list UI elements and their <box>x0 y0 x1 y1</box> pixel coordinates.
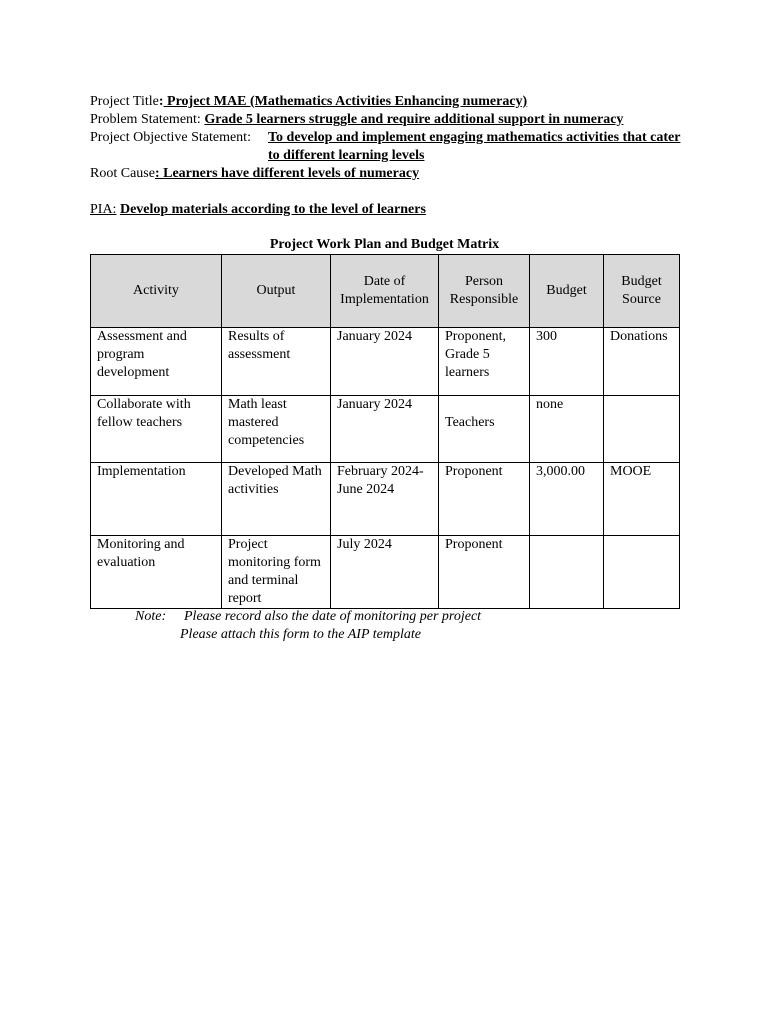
activity-cell: Assessment and program development <box>91 328 222 396</box>
pia-label: PIA: <box>90 202 117 217</box>
problem-statement-value: Grade 5 learners struggle and require additional support in numeracy <box>204 112 624 127</box>
problem-statement-label: Problem Statement: <box>90 112 205 127</box>
note-label: Note: <box>135 609 167 624</box>
activity-cell: Implementation <box>91 463 222 536</box>
person-cell: Proponent <box>439 463 530 536</box>
date-cell: July 2024 <box>331 536 439 609</box>
person-cell: Teachers <box>439 396 530 463</box>
column-header-budget: Budget <box>530 255 604 328</box>
column-header-activity: Activity <box>91 255 222 328</box>
project-objective-label: Project Objective Statement: <box>90 130 251 145</box>
person-cell: Proponent, Grade 5 learners <box>439 328 530 396</box>
output-cell: Developed Math activities <box>222 463 331 536</box>
project-objective-value: To develop and implement engaging mathematics activities that cater to different learning levels <box>268 130 681 163</box>
output-cell: Math least mastered competencies <box>222 396 331 463</box>
table-row <box>91 328 680 396</box>
project-title-colon: : <box>158 94 164 109</box>
budget-source-cell <box>604 536 680 609</box>
table-row <box>91 463 680 536</box>
person-cell: Proponent <box>439 536 530 609</box>
budget-cell: 300 <box>530 328 604 396</box>
activity-cell: Monitoring and evaluation <box>91 536 222 609</box>
root-cause-value: : Learners have different levels of numeracy <box>154 166 420 181</box>
project-title-label: Project Title <box>90 94 159 109</box>
column-header-person: Person Responsible <box>439 255 530 328</box>
project-title-value: Project MAE (Mathematics Activities Enhancing numeracy) <box>163 94 528 109</box>
project-title-line <box>90 93 527 111</box>
root-cause-label: Root Cause <box>90 166 155 181</box>
activity-cell: Collaborate with fellow teachers <box>91 396 222 463</box>
pia-value: Develop materials according to the level of learners <box>119 202 426 217</box>
column-header-budget-source: Budget Source <box>604 255 680 328</box>
budget-source-cell: Donations <box>604 328 680 396</box>
work-plan-budget-table <box>90 254 680 609</box>
budget-cell: none <box>530 396 604 463</box>
note-line-2: Please attach this form to the AIP template <box>180 627 421 642</box>
problem-statement-line <box>90 111 623 129</box>
table-row <box>91 536 680 609</box>
date-cell: January 2024 <box>331 328 439 396</box>
column-header-date: Date of Implementation <box>331 255 439 328</box>
table-row <box>91 396 680 463</box>
output-cell: Results of assessment <box>222 328 331 396</box>
matrix-title: Project Work Plan and Budget Matrix <box>269 237 500 252</box>
root-cause-line <box>90 165 419 183</box>
date-cell: January 2024 <box>331 396 439 463</box>
pia-line <box>90 201 426 219</box>
column-header-output: Output <box>222 255 331 328</box>
budget-source-cell <box>604 396 680 463</box>
note-line-1: Please record also the date of monitoring per project <box>184 609 482 624</box>
budget-cell <box>530 536 604 609</box>
output-cell: Project monitoring form and terminal report <box>222 536 331 609</box>
date-cell: February 2024- June 2024 <box>331 463 439 536</box>
budget-cell: 3,000.00 <box>530 463 604 536</box>
budget-source-cell: MOOE <box>604 463 680 536</box>
table-header-row <box>91 255 680 328</box>
